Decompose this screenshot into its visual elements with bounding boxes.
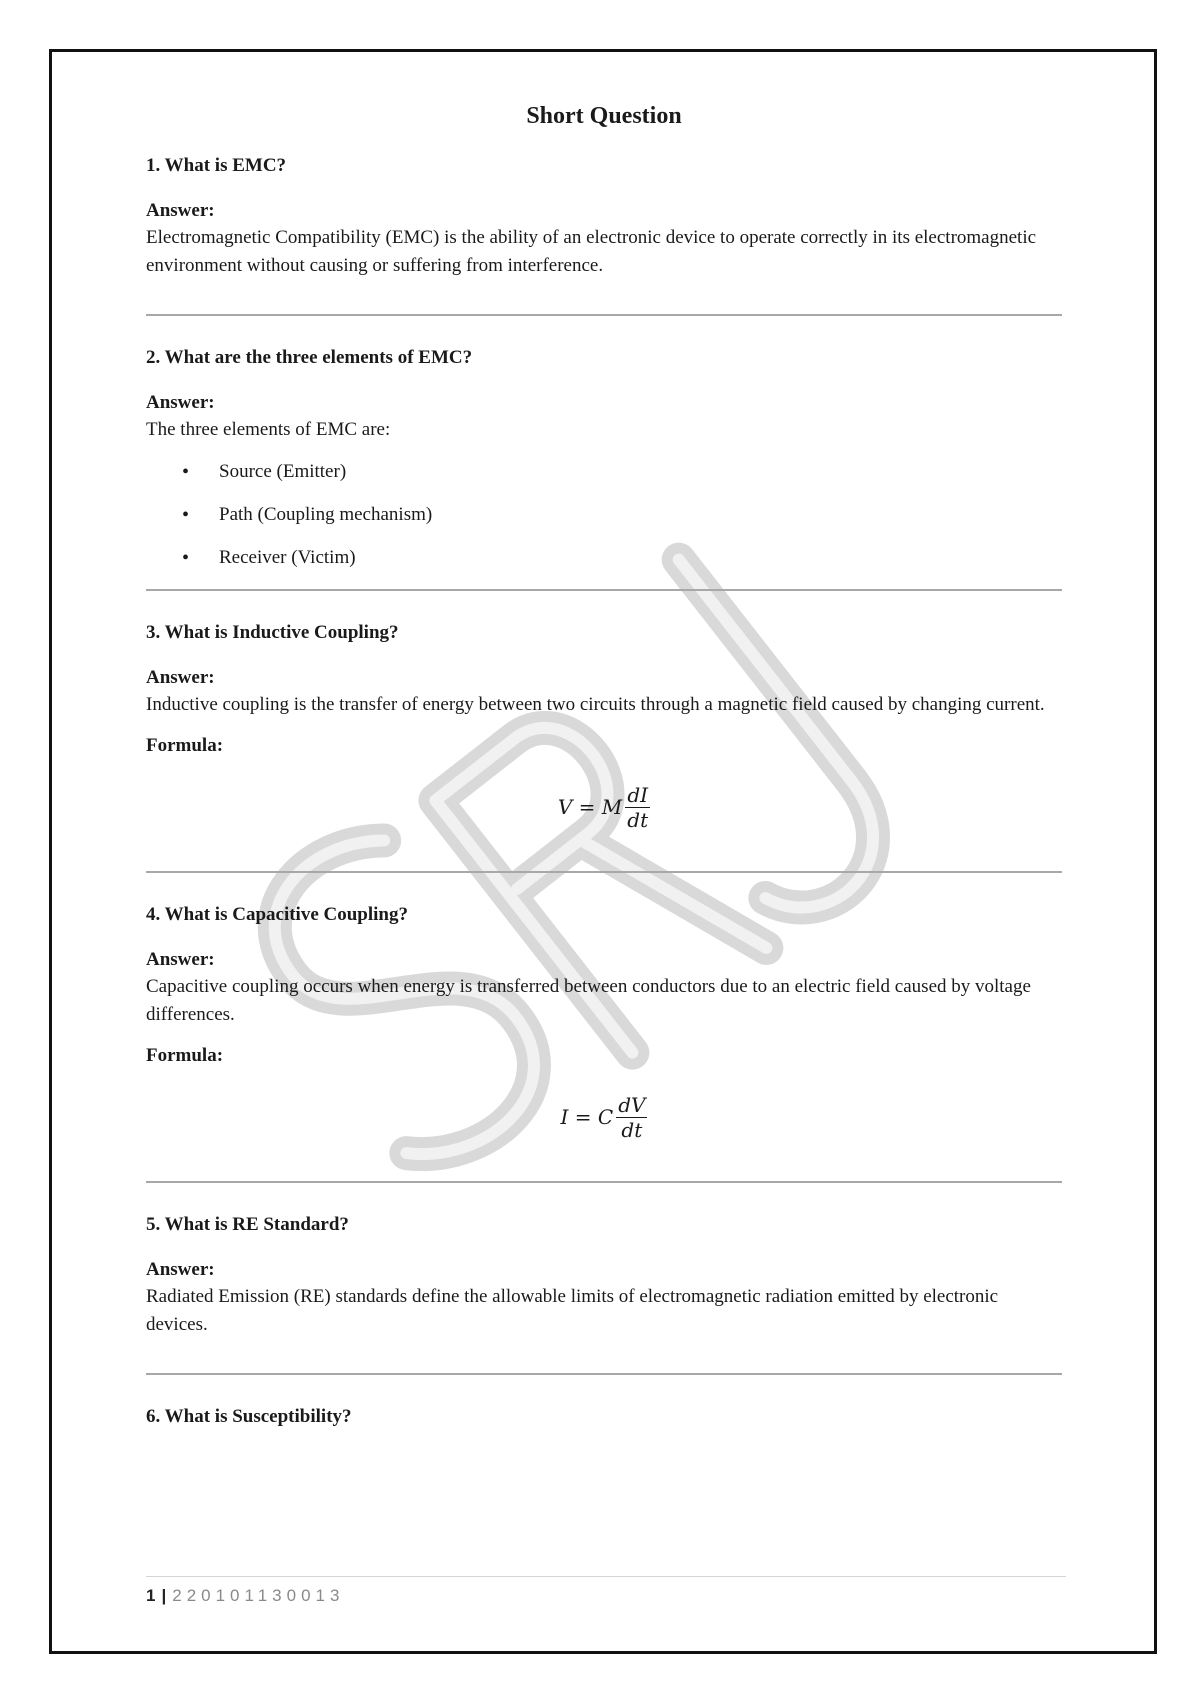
formula-label: Formula: [146, 735, 224, 756]
question-3-section [146, 621, 1062, 837]
section-divider [146, 871, 1062, 873]
answer-1-text: Electromagnetic Compatibility (EMC) is the ability of an electronic device to operate correctly in its electromagnetic environment without causing or suffering from interference. [146, 227, 1037, 276]
question-4-section [146, 903, 1062, 1147]
answer-label: Answer: [146, 392, 215, 413]
formula-denominator: dt [627, 807, 649, 832]
list-item: • Receiver (Victim) [146, 546, 1062, 570]
section-divider [146, 314, 1062, 316]
answer-3-text: Inductive coupling is the transfer of energy between two circuits through a magnetic field caused by changing current. [146, 694, 1045, 715]
document-content [146, 100, 1062, 1449]
elements-list [146, 460, 1062, 570]
question-6-section [146, 1405, 1062, 1429]
question-2-section [146, 346, 1062, 570]
capacitive-formula [146, 1087, 1062, 1147]
section-divider [146, 1373, 1062, 1375]
page-number: 1 [146, 1586, 156, 1605]
answer-2-text: The three elements of EMC are: [146, 419, 391, 440]
question-4: 4. What is Capacitive Coupling? [146, 904, 408, 925]
question-2: 2. What are the three elements of EMC? [146, 347, 473, 368]
question-5: 5. What is RE Standard? [146, 1214, 349, 1235]
footer-separator: | [161, 1586, 167, 1605]
formula-fraction [625, 783, 650, 832]
section-divider [146, 589, 1062, 591]
page-title: Short Question [526, 103, 682, 129]
answer-label: Answer: [146, 200, 215, 221]
answer-label: Answer: [146, 1259, 215, 1280]
list-item: • Source (Emitter) [146, 460, 1062, 484]
formula-label: Formula: [146, 1045, 224, 1066]
answer-label: Answer: [146, 949, 215, 970]
question-5-section [146, 1213, 1062, 1339]
roll-number: 220101130013 [172, 1586, 345, 1605]
question-1-section [146, 154, 1062, 280]
question-3: 3. What is Inductive Coupling? [146, 622, 399, 643]
formula-lhs: I = C [560, 1105, 614, 1129]
question-6: 6. What is Susceptibility? [146, 1406, 352, 1427]
section-divider [146, 1181, 1062, 1183]
page-footer [146, 1576, 1066, 1606]
answer-4-text: Capacitive coupling occurs when energy is transferred between conductors due to an electric field caused by voltage differences. [146, 976, 1031, 1025]
formula-lhs: V = M [557, 795, 623, 819]
answer-label: Answer: [146, 667, 215, 688]
formula-numerator: dV [618, 1092, 646, 1117]
answer-5-text: Radiated Emission (RE) standards define the allowable limits of electromagnetic radiation emitted by electronic devices. [146, 1286, 999, 1335]
formula-numerator: dI [627, 782, 649, 807]
question-1: 1. What is EMC? [146, 155, 287, 176]
list-item: • Path (Coupling mechanism) [146, 503, 1062, 527]
inductive-formula [146, 777, 1062, 837]
formula-fraction [616, 1093, 647, 1142]
formula-denominator: dt [621, 1117, 643, 1142]
